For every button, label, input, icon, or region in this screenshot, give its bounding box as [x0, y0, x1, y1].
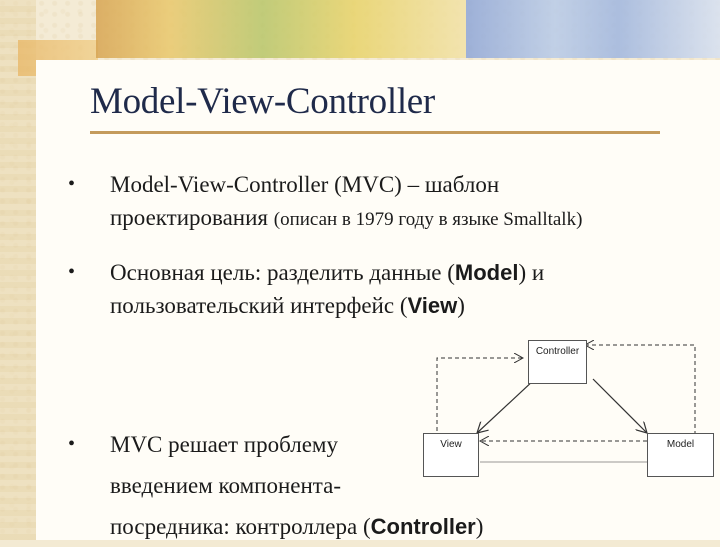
dependency-arrow-view-controller: [437, 358, 523, 431]
controller-box: [528, 340, 587, 384]
bullet-text: [110, 289, 710, 322]
bullet-item: [68, 256, 710, 322]
controller-label: Controller: [535, 346, 580, 357]
view-box: [423, 433, 479, 477]
association-arrow-controller-model: [593, 379, 647, 433]
title-underline: [90, 131, 660, 134]
bullet-text: MVC решает проблему: [110, 432, 338, 457]
bullet-text-part: ): [475, 514, 484, 539]
bullet-text: [110, 201, 710, 236]
bullet-text-part: проектирования: [110, 205, 268, 230]
model-box: [647, 433, 714, 477]
view-label: View: [440, 439, 462, 450]
mvc-diagram: [395, 335, 720, 495]
bullet-bold-term: Model: [454, 260, 519, 285]
bullet-dot: •: [68, 173, 76, 195]
bullet-text: введением компонента-: [110, 473, 341, 498]
decorative-banner-leaves: [96, 0, 466, 58]
bullet-bold-term: Controller: [370, 514, 476, 539]
bullet-text-part: Основная цель: разделить данные (: [110, 260, 455, 285]
bullet-text-part: ): [457, 293, 465, 318]
bullet-dot: •: [68, 261, 76, 283]
bullet-dot: •: [68, 433, 76, 455]
model-label: Model: [666, 439, 695, 450]
bullet-text-part: ) и: [518, 260, 545, 285]
bullet-item: [68, 168, 710, 236]
decorative-banner-blue: [466, 0, 720, 58]
bullet-text: [110, 506, 570, 547]
dependency-arrow-model-controller: [585, 345, 695, 435]
slide-title: Model-View-Controller: [90, 81, 435, 122]
bullet-text-part: посредника: контроллера (: [110, 514, 371, 539]
association-arrow-controller-view: [477, 379, 535, 433]
bullet-text-note: (описан в 1979 году в языке Smalltalk): [273, 209, 583, 230]
bullet-text: Model-View-Controller (MVC) – шаблон: [110, 172, 500, 197]
bullet-text-part: пользовательский интерфейс (: [110, 293, 408, 318]
bullet-text: [110, 256, 710, 289]
bullet-bold-term: View: [407, 293, 458, 318]
decorative-left-strip: [0, 0, 36, 540]
